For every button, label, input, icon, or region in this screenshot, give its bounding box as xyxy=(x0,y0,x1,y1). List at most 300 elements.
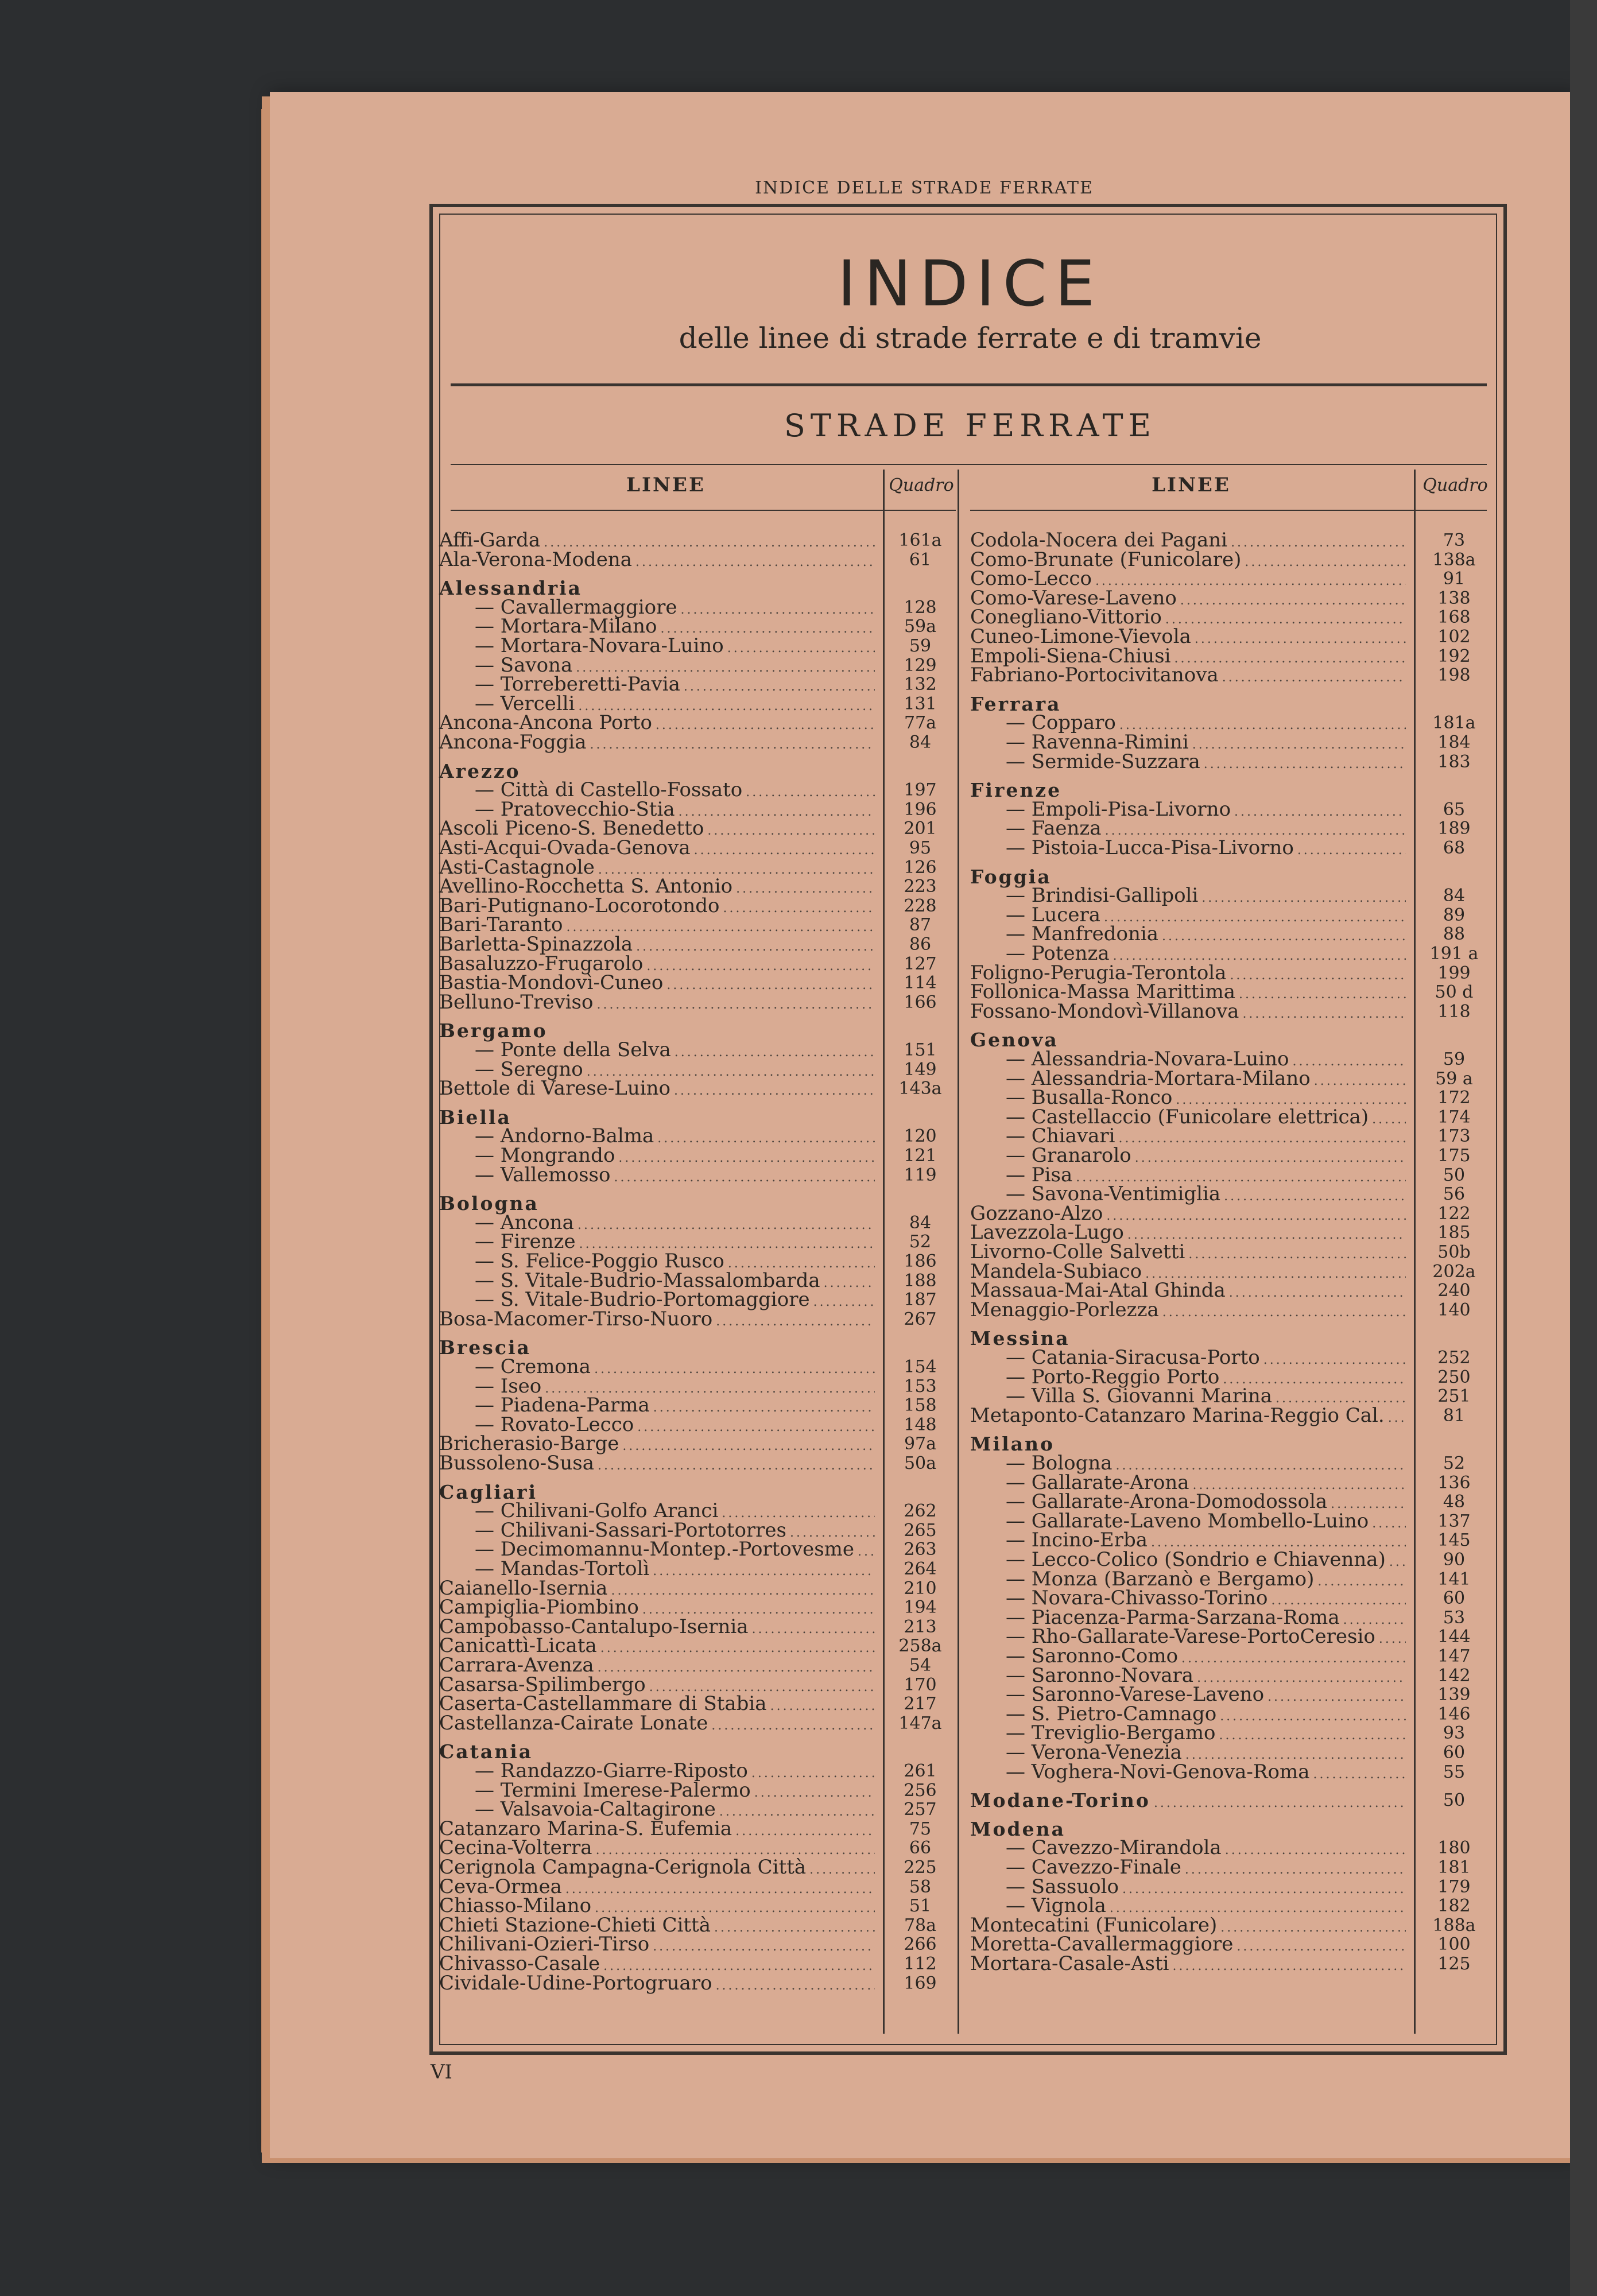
index-entry xyxy=(970,1550,1409,1569)
entry-label: Firenze xyxy=(970,779,1062,802)
leader-dots xyxy=(1220,1916,1406,1935)
index-group-heading xyxy=(970,867,1409,886)
index-entry xyxy=(970,1875,1409,1898)
entry-label: — Verona-Venezia xyxy=(1006,1741,1182,1764)
entry-label: Fabriano-Portocivitanova xyxy=(970,664,1219,687)
quadro-number: 225 xyxy=(904,1857,937,1878)
leader-dots xyxy=(603,1954,875,1973)
entry-label: Chivasso-Casale xyxy=(439,1952,600,1975)
index-entry xyxy=(439,1518,878,1542)
leader-dots xyxy=(1173,1954,1406,1973)
page-number: VI xyxy=(431,2061,452,2084)
leader-dots xyxy=(1236,1935,1406,1954)
leader-dots xyxy=(1314,1069,1406,1088)
index-entry xyxy=(970,819,1409,838)
leader-dots xyxy=(653,1935,875,1954)
leader-dots xyxy=(1242,1002,1406,1021)
leader-dots xyxy=(657,1127,875,1146)
quadro-number: 199 xyxy=(1437,963,1471,983)
quadro-number: 252 xyxy=(1437,1348,1471,1368)
quadro-number: 185 xyxy=(1437,1223,1471,1243)
entry-label: Ancona-Foggia xyxy=(439,731,587,754)
quadro-number: 189 xyxy=(1437,819,1471,839)
index-entry xyxy=(970,836,1409,859)
quadro-number: 196 xyxy=(904,799,937,820)
entry-label: — Piacenza-Parma-Sarzana-Roma xyxy=(1006,1605,1340,1629)
quadro-number: 250 xyxy=(1437,1367,1471,1387)
index-entry xyxy=(439,819,878,838)
quadro-number: 121 xyxy=(904,1146,937,1166)
index-entry xyxy=(970,1105,1409,1128)
running-head: INDICE DELLE STRADE FERRATE xyxy=(755,178,1094,198)
entry-label: Ala-Verona-Modena xyxy=(439,548,632,571)
index-entry xyxy=(439,990,878,1014)
leader-dots xyxy=(752,1618,875,1636)
leader-dots xyxy=(1116,1454,1406,1473)
leader-dots xyxy=(596,993,875,1012)
entry-label: — Catania-Siracusa-Porto xyxy=(1006,1346,1260,1369)
leader-dots xyxy=(649,1676,875,1694)
entry-label: Chiasso-Milano xyxy=(439,1894,592,1918)
entry-label: Catania xyxy=(439,1740,533,1763)
quadro-number: 191 a xyxy=(1429,944,1479,964)
quadro-number: 66 xyxy=(909,1838,932,1859)
entry-label: Foligno-Perugia-Terontola xyxy=(970,961,1227,984)
leader-dots xyxy=(1105,819,1406,838)
entry-label: — Chilivani-Sassari-Portotorres xyxy=(475,1518,786,1542)
entry-label: Bari-Taranto xyxy=(439,913,563,937)
index-group-heading xyxy=(439,1021,878,1040)
entry-label: Mandela-Subiaco xyxy=(970,1259,1142,1283)
entry-label: — Cavezzo-Mirandola xyxy=(1006,1836,1222,1860)
quadro-number: 257 xyxy=(904,1799,937,1820)
index-entry xyxy=(970,1365,1409,1389)
index-entry xyxy=(439,1836,878,1860)
quadro-number: 210 xyxy=(904,1578,937,1599)
entry-label: Milano xyxy=(970,1433,1055,1456)
quadro-number: 194 xyxy=(904,1597,937,1618)
index-entry xyxy=(970,666,1409,685)
entry-label: — Treviglio-Bergamo xyxy=(1006,1721,1216,1745)
quadro-number: 186 xyxy=(904,1251,937,1271)
entry-label: Ferrara xyxy=(970,692,1061,715)
entry-label: Moretta-Cavallermaggiore xyxy=(970,1933,1234,1956)
leader-dots xyxy=(711,1714,875,1733)
entry-label: Affi-Garda xyxy=(439,529,541,552)
quadro-number: 256 xyxy=(904,1780,937,1801)
index-entry xyxy=(439,877,878,896)
entry-label: Bergamo xyxy=(439,1019,548,1042)
leader-dots xyxy=(598,858,875,877)
entry-label: — Ancona xyxy=(475,1211,574,1234)
index-entry xyxy=(439,1656,878,1675)
index-entry xyxy=(970,1702,1409,1725)
quadro-number: 217 xyxy=(904,1694,937,1715)
index-entry xyxy=(970,1223,1409,1242)
index-entry xyxy=(970,1298,1409,1321)
leader-dots xyxy=(735,1820,875,1839)
leader-dots xyxy=(1174,647,1406,666)
index-entry xyxy=(970,1509,1409,1533)
index-entry xyxy=(439,1288,878,1312)
leader-dots xyxy=(1229,1281,1406,1300)
quadro-number: 61 xyxy=(909,549,932,570)
leader-dots xyxy=(635,550,875,569)
index-entry xyxy=(970,1348,1409,1367)
index-entry xyxy=(439,894,878,917)
quadro-number: 251 xyxy=(1437,1386,1471,1407)
index-entry xyxy=(970,586,1409,610)
entry-label: — S. Vitale-Budrio-Portomaggiore xyxy=(475,1288,810,1312)
left-quadro-header: Quadro xyxy=(889,475,954,495)
leader-dots xyxy=(714,1916,875,1935)
leader-dots xyxy=(600,1636,875,1655)
quadro-number: 145 xyxy=(1437,1530,1471,1551)
leader-dots xyxy=(722,1502,875,1521)
quadro-number: 172 xyxy=(1437,1088,1471,1108)
index-entry xyxy=(970,627,1409,646)
leader-dots xyxy=(824,1271,875,1290)
quadro-number: 137 xyxy=(1437,1511,1471,1531)
entry-label: Chilivani-Ozieri-Tirso xyxy=(439,1933,650,1956)
quadro-number: 240 xyxy=(1437,1281,1471,1301)
entry-label: — Sassuolo xyxy=(1006,1875,1119,1898)
quadro-number: 65 xyxy=(1443,799,1466,820)
leader-dots xyxy=(716,1310,875,1329)
leader-dots xyxy=(565,1878,875,1896)
quadro-number: 147 xyxy=(1437,1646,1471,1666)
leader-dots xyxy=(1181,1647,1406,1666)
right-quadro-header: Quadro xyxy=(1422,475,1488,495)
leader-dots xyxy=(1317,1570,1406,1589)
leader-dots xyxy=(545,1377,875,1396)
quadro-number: 139 xyxy=(1437,1685,1471,1705)
quadro-number: 77a xyxy=(904,713,937,734)
entry-label: Cividale-Udine-Portogruaro xyxy=(439,1971,712,1995)
quadro-number: 50 xyxy=(1443,1165,1466,1185)
quadro-number: 91 xyxy=(1443,569,1466,589)
quadro-number: 97a xyxy=(904,1434,937,1455)
index-entry xyxy=(970,608,1409,627)
index-entry xyxy=(970,1281,1409,1300)
leader-dots xyxy=(1372,1108,1406,1127)
index-entry xyxy=(439,952,878,975)
entry-label: — Faenza xyxy=(1006,817,1102,840)
entry-label: — Potenza xyxy=(1006,942,1110,965)
index-entry xyxy=(439,1230,878,1254)
index-entry xyxy=(970,1647,1409,1666)
leader-dots xyxy=(1222,666,1406,685)
center-divider xyxy=(958,470,959,2034)
index-entry xyxy=(970,1605,1409,1629)
leader-dots xyxy=(598,1656,875,1675)
leader-dots xyxy=(684,675,875,694)
entry-label: Como-Brunate (Funicolare) xyxy=(970,548,1242,571)
entry-label: — Gallarate-Arona-Domodossola xyxy=(1006,1490,1328,1514)
leader-dots xyxy=(716,1974,875,1993)
leader-dots xyxy=(1185,1743,1406,1762)
leader-dots xyxy=(1176,1088,1406,1107)
entry-label: Empoli-Siena-Chiusi xyxy=(970,644,1171,668)
index-group-heading xyxy=(439,1108,878,1127)
leader-dots xyxy=(1106,1204,1406,1223)
index-entry xyxy=(439,1634,878,1658)
quadro-number: 223 xyxy=(904,876,937,897)
quadro-number: 174 xyxy=(1437,1107,1471,1127)
entry-label: — Cremona xyxy=(475,1355,591,1378)
entry-label: — Castellaccio (Funicolare elettrica) xyxy=(1006,1105,1369,1128)
entry-label: — Ravenna-Rimini xyxy=(1006,731,1189,754)
entry-label: — Manfredonia xyxy=(1006,922,1159,946)
index-entry xyxy=(970,1454,1409,1473)
entry-label: — Empoli-Pisa-Livorno xyxy=(1006,797,1231,821)
entry-label: Genova xyxy=(970,1029,1059,1052)
index-entry xyxy=(439,1415,878,1434)
index-entry xyxy=(970,1913,1409,1937)
quadro-number: 50a xyxy=(904,1453,937,1473)
leader-dots xyxy=(1162,1301,1406,1320)
quadro-number: 84 xyxy=(1443,886,1466,906)
quadro-number: 266 xyxy=(904,1934,937,1955)
quadro-number: 129 xyxy=(904,655,937,676)
quadro-number: 60 xyxy=(1443,1588,1466,1609)
entry-label: — S. Pietro-Camnago xyxy=(1006,1702,1217,1725)
leader-dots xyxy=(577,1213,875,1232)
entry-label: Bussoleno-Susa xyxy=(439,1452,595,1475)
leader-dots xyxy=(579,1232,875,1251)
leader-dots xyxy=(790,1521,875,1540)
entry-label: — Saronno-Varese-Laveno xyxy=(1006,1683,1265,1707)
leader-dots xyxy=(1219,1724,1406,1743)
leader-dots xyxy=(674,1079,875,1098)
entry-label: Bastia-Mondovì-Cuneo xyxy=(439,971,664,995)
entry-label: Conegliano-Vittorio xyxy=(970,606,1162,629)
quadro-number: 154 xyxy=(904,1357,937,1377)
entry-label: — Monza (Barzanò e Bergamo) xyxy=(1006,1567,1315,1591)
leader-dots xyxy=(1372,1512,1406,1531)
index-entry xyxy=(970,550,1409,569)
index-entry xyxy=(439,1875,878,1898)
quadro-number: 118 xyxy=(1437,1001,1471,1022)
leader-dots xyxy=(1220,1705,1406,1724)
entry-label: Avellino-Rocchetta S. Antonio xyxy=(439,875,733,898)
leader-dots xyxy=(1110,1896,1406,1915)
index-group-heading xyxy=(970,1329,1409,1348)
entry-label: — Vignola xyxy=(1006,1894,1106,1918)
entry-label: Campobasso-Cantalupo-Isernia xyxy=(439,1615,749,1638)
quadro-number: 184 xyxy=(1437,732,1471,753)
entry-label: — S. Vitale-Budrio-Massalombarda xyxy=(475,1269,820,1292)
entry-label: — Mandas-Tortolì xyxy=(475,1557,650,1580)
leader-dots xyxy=(661,617,875,636)
entry-label: — Alessandria-Novara-Luino xyxy=(1006,1048,1289,1071)
entry-label: — Termini Imerese-Palermo xyxy=(475,1778,751,1802)
index-group-heading xyxy=(439,1742,878,1761)
index-group-heading xyxy=(439,759,878,782)
entry-label: Montecatini (Funicolare) xyxy=(970,1913,1218,1937)
entry-label: — Brindisi-Gallipoli xyxy=(1006,884,1199,907)
entry-label: Follonica-Massa Marittima xyxy=(970,980,1235,1004)
index-entry xyxy=(970,1201,1409,1225)
leader-dots xyxy=(1389,1550,1406,1569)
entry-label: Foggia xyxy=(970,865,1052,888)
index-entry xyxy=(439,913,878,937)
leader-dots xyxy=(809,1858,875,1877)
quadro-number: 48 xyxy=(1443,1492,1466,1512)
leader-dots xyxy=(719,1800,875,1819)
quadro-number: 188a xyxy=(1432,1915,1476,1936)
leader-dots xyxy=(1313,1763,1406,1782)
quadro-number: 201 xyxy=(904,819,937,839)
leader-dots xyxy=(642,1598,875,1617)
index-entry xyxy=(970,903,1409,926)
entry-label: Arezzo xyxy=(439,759,521,782)
entry-label: — Chilivani-Golfo Aranci xyxy=(475,1499,719,1523)
leader-dots xyxy=(858,1540,875,1559)
quadro-number: 125 xyxy=(1437,1954,1471,1974)
index-entry xyxy=(439,778,878,802)
quadro-number: 53 xyxy=(1443,1607,1466,1628)
entry-label: — Copparo xyxy=(1006,711,1116,735)
quadro-number: 95 xyxy=(909,838,932,858)
index-entry xyxy=(439,1894,878,1918)
entry-label: — Città di Castello-Fossato xyxy=(475,778,743,802)
index-entry xyxy=(439,1935,878,1954)
index-entry xyxy=(970,1490,1409,1514)
index-entry xyxy=(439,550,878,569)
entry-label: Brescia xyxy=(439,1336,531,1359)
entry-label: — Villa S. Giovanni Marina xyxy=(1006,1384,1272,1408)
index-entry xyxy=(970,644,1409,668)
entry-label: Chieti Stazione-Chieti Città xyxy=(439,1913,711,1937)
index-group-heading xyxy=(970,1791,1409,1810)
entry-label: Asti-Acqui-Ovada-Genova xyxy=(439,836,691,859)
index-group-heading xyxy=(439,579,878,598)
index-entry xyxy=(970,1663,1409,1687)
quadro-number: 170 xyxy=(904,1674,937,1695)
entry-label: — Porto-Reggio Porto xyxy=(1006,1365,1220,1389)
leader-dots xyxy=(1113,944,1406,963)
leader-dots xyxy=(1343,1608,1406,1627)
index-entry xyxy=(439,1454,878,1473)
entry-label: — Busalla-Ronco xyxy=(1006,1086,1173,1110)
index-entry xyxy=(439,1146,878,1165)
left-linee-header: LINEE xyxy=(626,474,706,497)
index-entry xyxy=(970,1240,1409,1263)
entry-label: — Lecco-Colico (Sondrio e Chiavenna) xyxy=(1006,1548,1386,1571)
index-entry xyxy=(439,1038,878,1061)
index-entry xyxy=(970,922,1409,946)
index-entry xyxy=(439,1374,878,1398)
entry-label: — Savona xyxy=(475,653,573,677)
quadro-number: 102 xyxy=(1437,627,1471,647)
entry-label: Barletta-Spinazzola xyxy=(439,933,633,956)
quadro-number: 166 xyxy=(904,992,937,1013)
index-entry xyxy=(970,750,1409,773)
quadro-number: 68 xyxy=(1443,838,1466,858)
index-entry xyxy=(970,1935,1409,1954)
leader-dots xyxy=(1293,1050,1406,1069)
entry-label: — Savona-Ventimiglia xyxy=(1006,1182,1221,1206)
entry-label: Bosa-Macomer-Tirso-Nuoro xyxy=(439,1307,713,1331)
index-entry xyxy=(439,1954,878,1973)
leader-dots xyxy=(666,974,875,992)
quadro-number: 59 xyxy=(909,636,932,656)
leader-dots xyxy=(679,800,875,819)
index-entry xyxy=(970,1384,1409,1408)
quadro-number: 138 xyxy=(1437,588,1471,608)
index-entry xyxy=(439,634,878,657)
quadro-number: 128 xyxy=(904,597,937,618)
index-entry xyxy=(439,1673,878,1696)
left-quadro-divider xyxy=(883,470,885,2034)
entry-label: — Pistoia-Lucca-Pisa-Livorno xyxy=(1006,836,1294,859)
leader-dots xyxy=(1231,531,1406,550)
entry-label: Livorno-Colle Salvetti xyxy=(970,1240,1185,1263)
index-entry xyxy=(439,1913,878,1937)
index-entry xyxy=(439,1858,878,1877)
leader-dots xyxy=(567,916,875,934)
entry-label: Caianello-Isernia xyxy=(439,1576,608,1600)
entry-label: — Piadena-Parma xyxy=(475,1394,650,1417)
entry-label: Carrara-Avenza xyxy=(439,1654,594,1677)
index-entry xyxy=(439,1711,878,1735)
index-entry xyxy=(439,1271,878,1290)
quadro-number: 202a xyxy=(1432,1261,1476,1282)
leader-dots xyxy=(544,531,875,550)
leader-dots xyxy=(746,781,875,800)
index-entry xyxy=(439,1800,878,1819)
quadro-number: 258a xyxy=(898,1636,942,1657)
quadro-number: 263 xyxy=(904,1539,937,1560)
quadro-number: 147a xyxy=(898,1713,942,1733)
quadro-number: 187 xyxy=(904,1290,937,1310)
leader-dots xyxy=(637,1415,875,1434)
quadro-number: 175 xyxy=(1437,1146,1471,1166)
quadro-number: 127 xyxy=(904,953,937,974)
quadro-number: 264 xyxy=(904,1559,937,1579)
quadro-number: 179 xyxy=(1437,1876,1471,1897)
index-entry xyxy=(970,1124,1409,1148)
quadro-number: 93 xyxy=(1443,1723,1466,1744)
quadro-number: 228 xyxy=(904,895,937,916)
header-rule-left xyxy=(451,510,956,511)
entry-label: Ancona-Ancona Porto xyxy=(439,711,652,735)
index-entry xyxy=(439,595,878,619)
entry-label: Massaua-Mai-Atal Ghinda xyxy=(970,1279,1226,1302)
quadro-number: 90 xyxy=(1443,1550,1466,1570)
leader-dots xyxy=(636,935,875,954)
leader-dots xyxy=(707,819,875,838)
quadro-number: 52 xyxy=(1443,1453,1466,1473)
index-entry xyxy=(970,1858,1409,1877)
leader-dots xyxy=(578,695,875,713)
index-entry xyxy=(970,1259,1409,1283)
entry-label: — Bologna xyxy=(1006,1452,1113,1475)
index-entry xyxy=(970,567,1409,591)
leader-dots xyxy=(1204,753,1406,771)
leader-dots xyxy=(614,1166,875,1185)
index-entry xyxy=(439,1971,878,1995)
entry-label: Bologna xyxy=(439,1192,539,1215)
leader-dots xyxy=(622,1434,875,1453)
index-entry xyxy=(970,1146,1409,1165)
quadro-number: 182 xyxy=(1437,1896,1471,1917)
leader-dots xyxy=(1119,713,1406,732)
entry-label: — Lucera xyxy=(1006,903,1100,926)
entry-label: Bettole di Varese-Luino xyxy=(439,1077,671,1100)
quadro-number: 58 xyxy=(909,1876,932,1897)
